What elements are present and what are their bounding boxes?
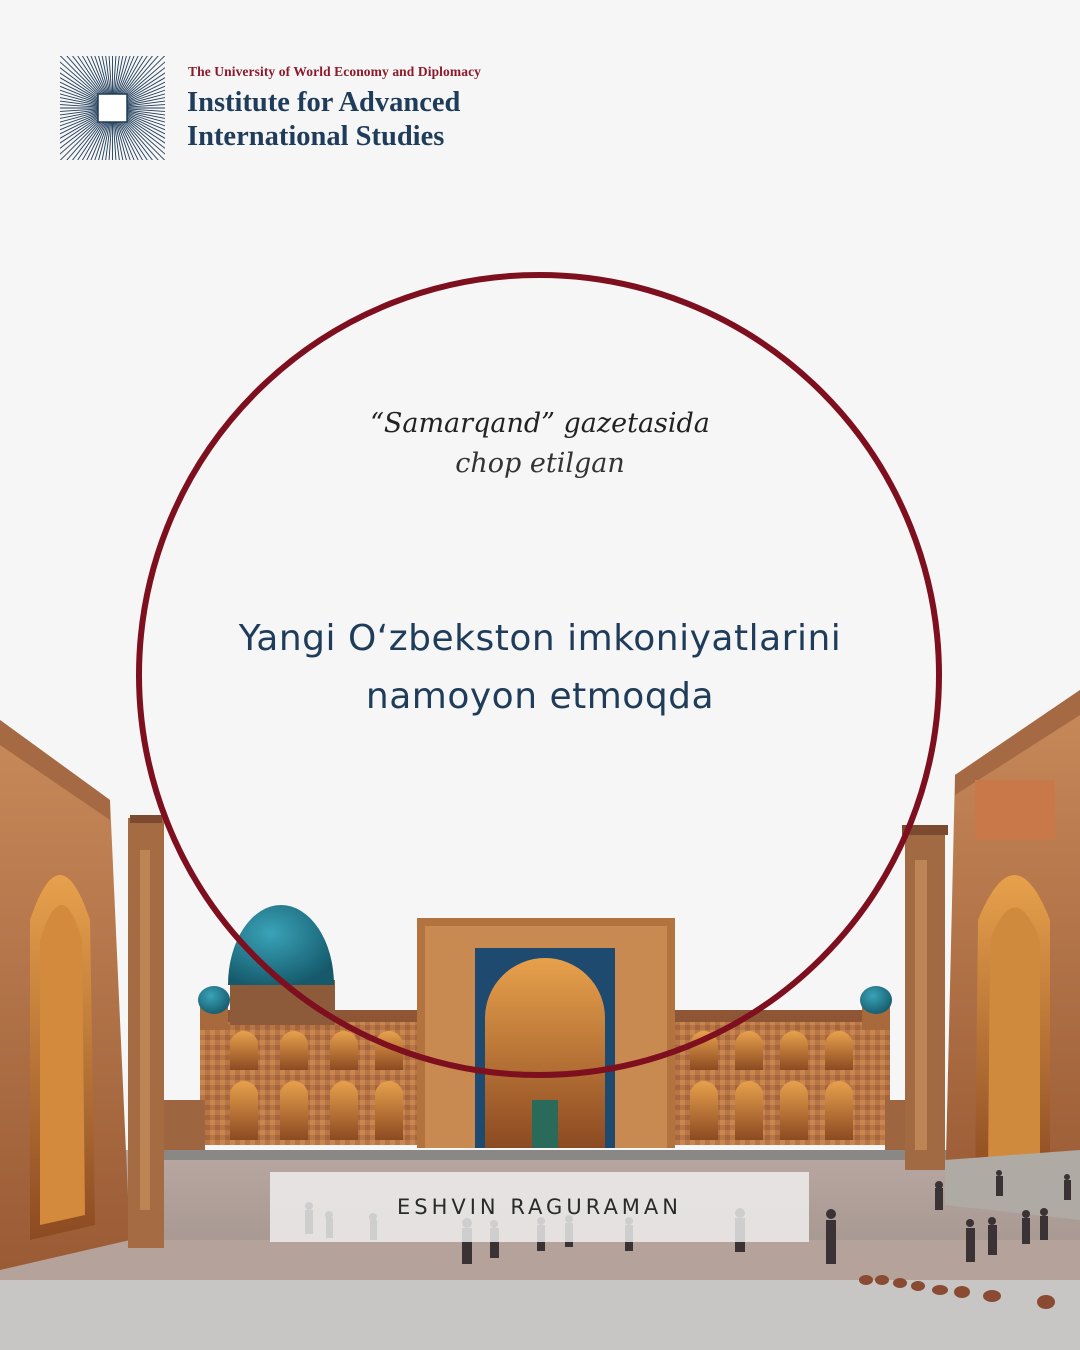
author-name: ESHVIN RAGURAMAN <box>396 1195 682 1219</box>
publication-line-1: “Samarqand” gazetasida <box>370 408 710 439</box>
article-title <box>0 610 1080 726</box>
author-box <box>270 1172 809 1242</box>
university-name: The University of World Economy and Diplomacy <box>188 64 482 79</box>
article-title-line-2: namoyon etmoqda <box>365 676 715 717</box>
publication-line-2: chop etilgan <box>455 448 625 479</box>
left-building <box>0 720 164 1270</box>
publication-note <box>0 404 1080 484</box>
institute-logo-icon <box>60 56 165 160</box>
institute-name: Institute for Advanced International Studies <box>187 87 461 152</box>
article-title-line-1: Yangi O‘zbekston imkoniyatlarini <box>238 618 842 659</box>
